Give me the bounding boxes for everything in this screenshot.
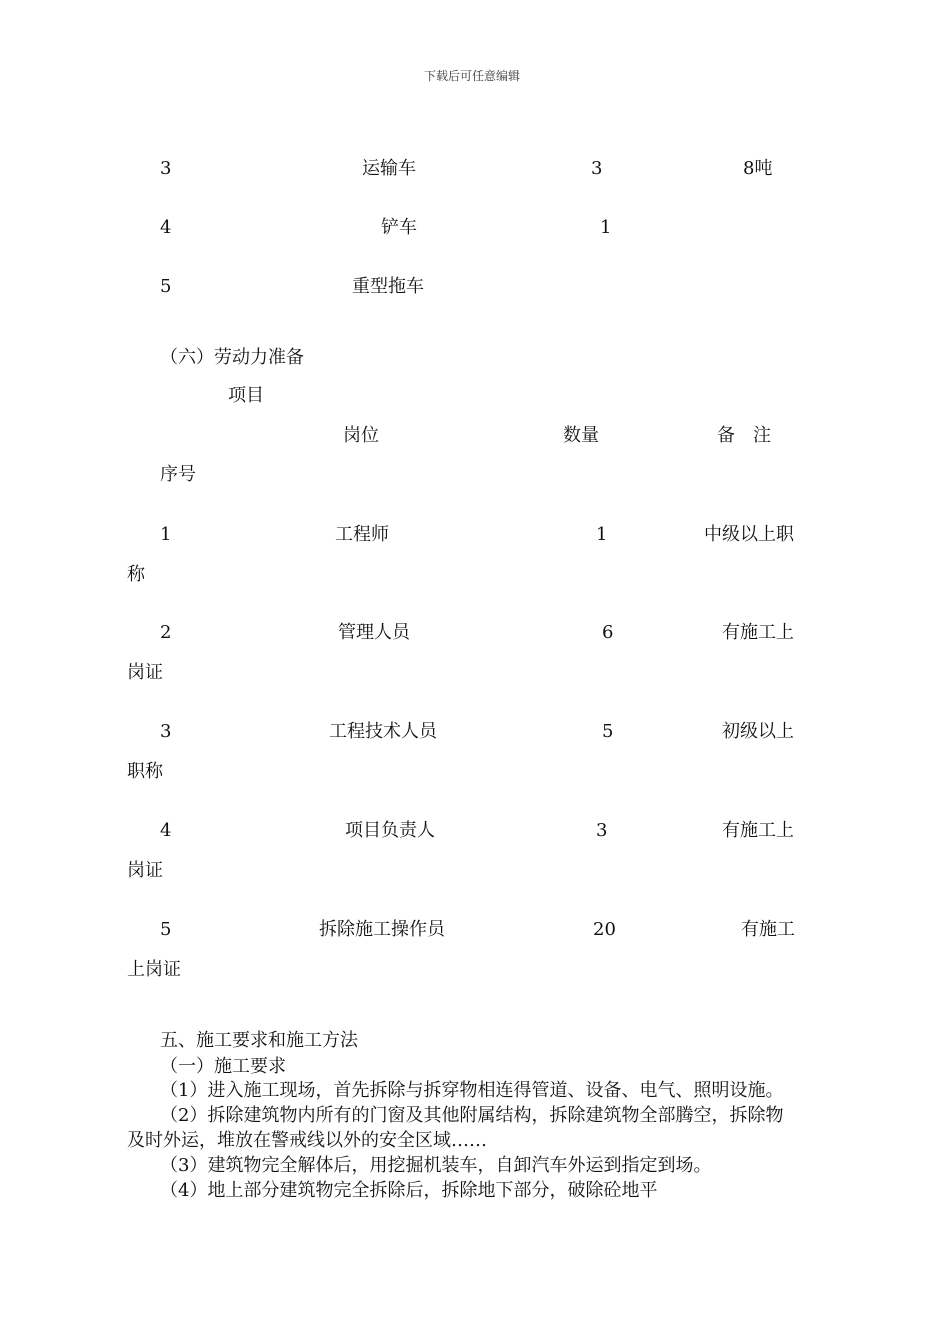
labor-post: 工程师	[335, 524, 389, 545]
paragraph: （1）进入施工现场，首先拆除与拆穿物相连得管道、设备、电气、照明设施。	[160, 1080, 784, 1101]
row-number: 2	[160, 622, 172, 643]
row-number: 4	[160, 820, 172, 841]
paragraph: （4）地上部分建筑物完全拆除后，拆除地下部分，破除砼地平	[160, 1180, 658, 1201]
col-header-post: 岗位	[343, 425, 379, 446]
row-number: 3	[160, 158, 172, 179]
labor-post: 工程技术人员	[329, 721, 437, 742]
col-header-item: 项目	[228, 385, 264, 406]
labor-note: 有施工	[741, 919, 795, 940]
labor-post: 管理人员	[338, 622, 410, 643]
labor-note: 中级以上职	[704, 524, 794, 545]
labor-qty: 1	[596, 524, 608, 545]
equipment-qty: 1	[600, 217, 612, 238]
paragraph-continuation: 及时外运，堆放在警戒线以外的安全区域……	[127, 1130, 487, 1151]
labor-qty: 3	[596, 820, 608, 841]
row-number: 5	[160, 276, 172, 297]
row-number: 5	[160, 919, 172, 940]
equipment-note: 8吨	[743, 158, 773, 179]
section-subtitle: （一）施工要求	[160, 1056, 286, 1077]
equipment-name: 运输车	[362, 158, 416, 179]
row-number: 1	[160, 524, 172, 545]
labor-note: 有施工上	[722, 622, 794, 643]
paragraph: （3）建筑物完全解体后，用挖掘机装车，自卸汽车外运到指定到场。	[160, 1155, 712, 1176]
labor-qty: 6	[602, 622, 614, 643]
labor-note-wrap: 称	[127, 564, 145, 585]
labor-qty: 5	[602, 721, 614, 742]
labor-note: 初级以上	[722, 721, 794, 742]
labor-note: 有施工上	[722, 820, 794, 841]
equipment-qty: 3	[591, 158, 603, 179]
labor-qty: 20	[593, 919, 616, 940]
section-title: 五、施工要求和施工方法	[160, 1030, 358, 1051]
col-header-seq: 序号	[160, 464, 196, 485]
equipment-name: 重型拖车	[352, 276, 424, 297]
labor-note-wrap: 职称	[127, 761, 163, 782]
labor-note-wrap: 岗证	[127, 662, 163, 683]
row-number: 3	[160, 721, 172, 742]
labor-post: 项目负责人	[345, 820, 435, 841]
col-header-note: 备 注	[717, 425, 771, 446]
labor-title: （六）劳动力准备	[160, 347, 304, 368]
paragraph: （2）拆除建筑物内所有的门窗及其他附属结构，拆除建筑物全部腾空，拆除物	[160, 1105, 784, 1126]
labor-post: 拆除施工操作员	[319, 919, 445, 940]
labor-note-wrap: 岗证	[127, 860, 163, 881]
row-number: 4	[160, 217, 172, 238]
page-header: 下载后可任意编辑	[424, 69, 521, 83]
labor-note-wrap: 上岗证	[127, 959, 181, 980]
col-header-qty: 数量	[563, 425, 599, 446]
equipment-name: 铲车	[381, 217, 417, 238]
